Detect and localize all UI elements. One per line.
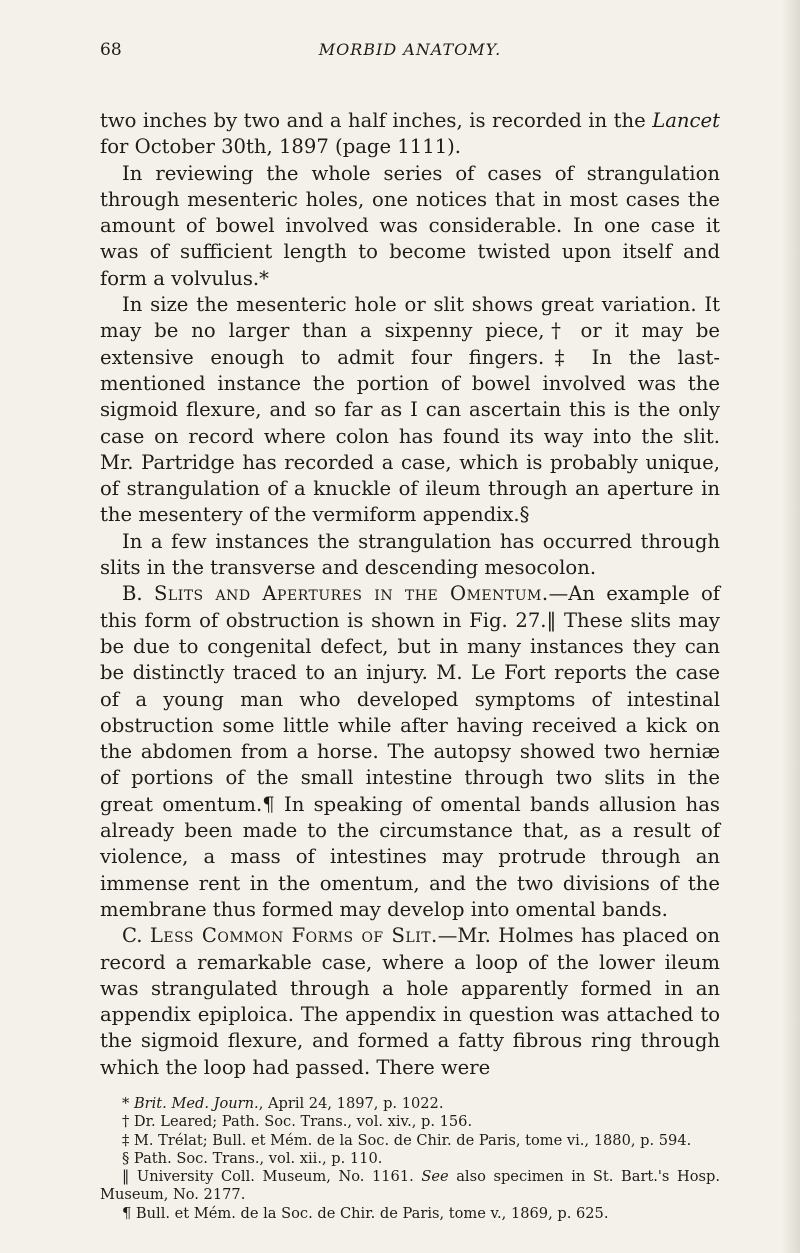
footnotes [100, 1095, 720, 1223]
footnote [100, 1095, 720, 1113]
page-number: 68 [100, 40, 122, 60]
text-run: In reviewing the whole series of cases of strangulation through mesenteric holes, one notices that in most cases the amount of bowel involved was considerable. In one case it was of sufficient length to become twisted upon itself and form a volvulus.* [100, 161, 720, 290]
text-run: In a few instances the strangulation has occurred through slits in the transverse and descending mesocolon. [100, 529, 720, 580]
text-run: also specimen in St. Bart.'s Hosp. Museum, No. 2177. [100, 1168, 720, 1204]
footnote [100, 1132, 720, 1150]
italic-text: Lancet [652, 109, 720, 132]
text-run: * [122, 1094, 134, 1112]
running-head [100, 40, 720, 68]
body-text [100, 108, 720, 1081]
paragraph [100, 161, 720, 292]
page-edge-shadow [782, 0, 800, 1253]
text-run: for October 30th, 1897 (page 1111). [100, 135, 462, 159]
paragraph [100, 529, 720, 582]
text-run: ‖ University Coll. Museum, No. 1161. [122, 1168, 422, 1186]
section-heading: Less Common Forms of Slit. [149, 924, 438, 948]
footnote [100, 1205, 720, 1223]
text-run: —Mr. Holmes has placed on record a remarkable case, where a loop of the lower ileum was strangulated through a hole apparently formed in an appendix epiploica. The appendix in question was attached to the sigmoid flexure, and formed a fatty fibrous ring through which the loop had passed. There were [100, 924, 720, 1079]
footnote [100, 1150, 720, 1168]
running-title: MORBID ANATOMY. [318, 40, 502, 59]
italic-text: See [421, 1168, 449, 1186]
footnote [100, 1113, 720, 1131]
text-run: ‡ M. Trélat; Bull. et Mém. de la Soc. de Chir. de Paris, tome vi., 1880, p. 594. [122, 1131, 692, 1149]
section-heading: Slits and Apertures in the Omentum. [153, 582, 549, 606]
text-run: § Path. Soc. Trans., vol. xii., p. 110. [122, 1149, 383, 1167]
text-run: C. [122, 924, 150, 948]
text-run: B. [122, 582, 154, 606]
footnote [100, 1168, 720, 1205]
text-run: two inches by two and a half inches, is recorded in the [100, 109, 653, 132]
paragraph [100, 292, 720, 529]
book-page [100, 40, 720, 1223]
paragraph [100, 108, 720, 161]
text-run: —An example of this form of obstruction is shown in Fig. 27.‖ These slits may be due to congenital defect, but in many instances they can be distinctly traced to an injury. M. Le Fort reports the case of a young man who developed symptoms of intestinal obstruction some little while after having received a kick on the abdomen from a horse. The autopsy showed two herniæ of portions of the small intestine through two slits in the great omentum.¶ In speaking of omental bands allusion has already been made to the circumstance that, as a result of violence, a mass of intestines may protrude through an immense rent in the omentum, and the two divisions of the membrane thus formed may develop into omental bands. [100, 582, 721, 921]
section-c-paragraph [100, 923, 720, 1081]
text-run: † Dr. Leared; Path. Soc. Trans., vol. xiv., p. 156. [122, 1113, 473, 1131]
text-run: ¶ Bull. et Mém. de la Soc. de Chir. de Paris, tome v., 1869, p. 625. [122, 1204, 609, 1222]
section-b-paragraph [100, 581, 720, 923]
italic-text: Brit. Med. Journ. [133, 1094, 259, 1112]
text-run: , April 24, 1897, p. 1022. [258, 1094, 444, 1112]
text-run: In size the mesenteric hole or slit shows great variation. It may be no larger than a sixpenny piece,† or it may be extensive enough to admit four fingers.‡ In the last-mentioned instance the portion of bowel involved was the sigmoid flexure, and so far as I can ascertain this is the only case on record where colon has found its way into the slit. Mr. Partridge has recorded a case, which is probably unique, of strangulation of a knuckle of ileum through an aperture in the mesentery of the vermiform appendix.§ [100, 293, 720, 527]
